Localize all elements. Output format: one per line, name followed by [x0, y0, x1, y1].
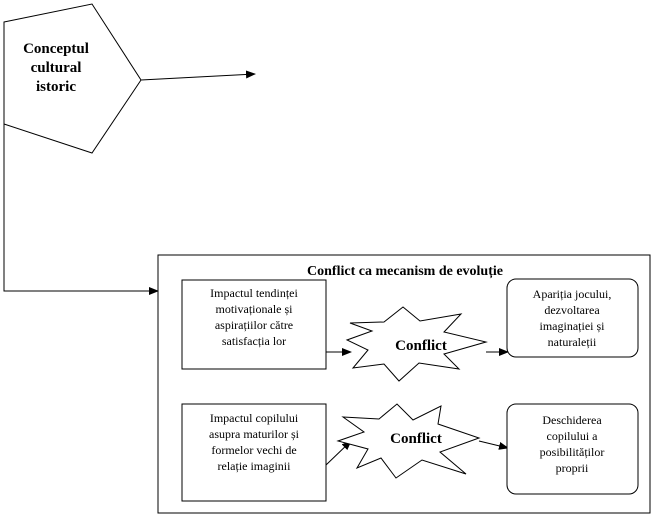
source-box-2-line-2: asupra maturilor și [209, 427, 299, 441]
concept-arrow-right [141, 74, 255, 80]
source-box-2-line-1: Impactul copilului [209, 411, 299, 425]
concept-label-line-3: istoric [36, 79, 76, 95]
concept-label-line-1: Conceptul [23, 41, 89, 57]
result-box-2-line-2: copilului a [546, 429, 598, 443]
source-box-2-line-3: formelor vechi de [211, 443, 297, 457]
source-box-1-line-1: Impactul tendinței [210, 286, 298, 300]
source-box-1-line-2: motivaționale și [215, 302, 293, 316]
container-title: Conflict ca mecanism de evoluție [307, 264, 503, 279]
result-box-2-line-1: Deschiderea [542, 413, 602, 427]
result-box-2-line-4: proprii [555, 461, 589, 475]
concept-label-line-2: cultural [30, 60, 82, 76]
conflict-burst-1-label: Conflict [395, 338, 447, 354]
result-box-1-line-1: Apariția jocului, [532, 287, 612, 301]
source-box-1-line-4: satisfacția lor [221, 334, 287, 348]
conflict-burst-2-label: Conflict [390, 431, 442, 447]
result-box-1-line-3: imaginației și [539, 319, 605, 333]
source-box-1-line-3: aspirațiilor către [214, 318, 294, 332]
result-box-1-line-4: naturaleții [547, 335, 597, 349]
result-box-1-line-2: dezvoltarea [544, 303, 600, 317]
result-box-2-line-3: posibilităților [539, 445, 605, 459]
source-box-2-line-4: relație imaginii [217, 459, 291, 473]
